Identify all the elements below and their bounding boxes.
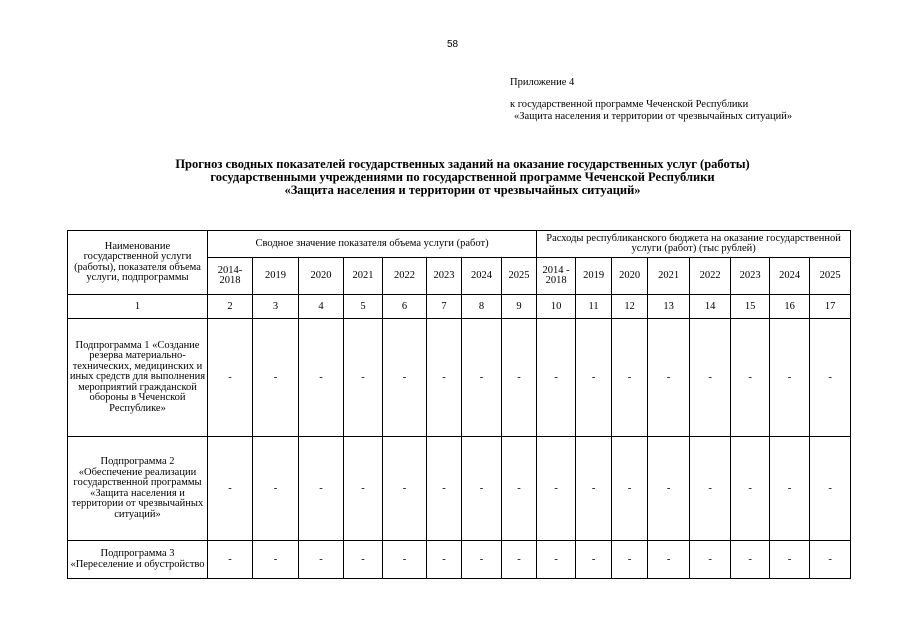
table-cell: - — [612, 437, 648, 541]
table-cell: - — [537, 319, 576, 437]
table-cell: - — [208, 541, 253, 579]
table-cell: - — [648, 437, 690, 541]
subprogram-name: Подпрограмма 3 «Переселение и обустройство — [68, 541, 208, 579]
page-number: 58 — [446, 39, 459, 50]
table-cell: - — [770, 437, 810, 541]
year-header: 2024 — [462, 258, 502, 295]
table-row — [68, 319, 851, 437]
title-line-1: Прогноз сводных показателей государственных заданий на оказание государственных услуг (работы) — [175, 157, 750, 171]
subprogram-name: Подпрограмма 2 «Обеспечение реализации государственной программы «Защита населения и территории от чрезвычайных ситуаций» — [68, 437, 208, 541]
year-header: 2025 — [810, 258, 851, 295]
table-cell: - — [576, 541, 612, 579]
col-number: 11 — [576, 295, 612, 319]
table-cell: - — [253, 319, 299, 437]
table-cell: - — [731, 319, 770, 437]
table-cell: - — [731, 541, 770, 579]
col-number: 17 — [810, 295, 851, 319]
year-header: 2020 — [612, 258, 648, 295]
table-cell: - — [383, 319, 427, 437]
table-cell: - — [576, 319, 612, 437]
year-header: 2014 - 2018 — [537, 258, 576, 295]
year-header: 2019 — [253, 258, 299, 295]
table-cell: - — [427, 319, 462, 437]
table-cell: - — [690, 437, 731, 541]
table-cell: - — [810, 437, 851, 541]
table-cell: - — [344, 319, 383, 437]
col-number: 16 — [770, 295, 810, 319]
table-cell: - — [537, 437, 576, 541]
table-cell: - — [299, 541, 344, 579]
year-header: 2024 — [770, 258, 810, 295]
table-cell: - — [299, 437, 344, 541]
table-cell: - — [253, 541, 299, 579]
header-name: Наименование государственной услуги (работы), показателя объема услуги, подпрограммы — [68, 231, 208, 295]
col-number: 2 — [208, 295, 253, 319]
table-cell: - — [344, 437, 383, 541]
table-cell: - — [253, 437, 299, 541]
year-header: 2014-2018 — [208, 258, 253, 295]
table-cell: - — [810, 541, 851, 579]
document-title — [60, 158, 865, 197]
col-number: 1 — [68, 295, 208, 319]
table-cell: - — [731, 437, 770, 541]
year-header: 2023 — [427, 258, 462, 295]
appendix-line-1: к государственной программе Чеченской Республики — [510, 99, 749, 110]
table-cell: - — [810, 319, 851, 437]
table-cell: - — [502, 541, 537, 579]
header-group-expenses: Расходы республиканского бюджета на оказание государственной услуги (работ) (тыс рублей) — [537, 231, 851, 258]
table-cell: - — [383, 541, 427, 579]
table-cell: - — [208, 319, 253, 437]
col-number: 14 — [690, 295, 731, 319]
col-number: 4 — [299, 295, 344, 319]
indicators-table — [67, 230, 851, 579]
title-line-3: «Защита населения и территории от чрезвычайных ситуаций» — [284, 183, 641, 197]
table-cell: - — [427, 541, 462, 579]
year-header: 2022 — [690, 258, 731, 295]
col-number: 13 — [648, 295, 690, 319]
year-header: 2019 — [576, 258, 612, 295]
table-cell: - — [690, 319, 731, 437]
appendix-line-2: «Защита населения и территории от чрезвычайных ситуаций» — [514, 111, 793, 122]
year-header: 2021 — [648, 258, 690, 295]
table-cell: - — [383, 437, 427, 541]
table-cell: - — [612, 541, 648, 579]
table-cell: - — [770, 541, 810, 579]
table-row — [68, 437, 851, 541]
col-number: 7 — [427, 295, 462, 319]
table-cell: - — [502, 319, 537, 437]
appendix-label: Приложение 4 — [510, 77, 575, 88]
col-number: 5 — [344, 295, 383, 319]
year-header: 2020 — [299, 258, 344, 295]
header-group-volume: Сводное значение показателя объема услуги (работ) — [208, 231, 537, 258]
year-header: 2025 — [502, 258, 537, 295]
table-cell: - — [462, 319, 502, 437]
table-cell: - — [612, 319, 648, 437]
table-cell: - — [690, 541, 731, 579]
col-number: 8 — [462, 295, 502, 319]
col-number: 9 — [502, 295, 537, 319]
table-cell: - — [462, 541, 502, 579]
col-number: 3 — [253, 295, 299, 319]
table-cell: - — [299, 319, 344, 437]
col-number: 6 — [383, 295, 427, 319]
col-number: 12 — [612, 295, 648, 319]
table-cell: - — [462, 437, 502, 541]
col-number: 15 — [731, 295, 770, 319]
table-cell: - — [502, 437, 537, 541]
table-cell: - — [208, 437, 253, 541]
table-cell: - — [648, 541, 690, 579]
title-line-2: государственными учреждениями по государственной программе Чеченской Республики — [210, 170, 715, 184]
table-cell: - — [576, 437, 612, 541]
year-header: 2023 — [731, 258, 770, 295]
table-cell: - — [344, 541, 383, 579]
subprogram-name: Подпрограмма 1 «Создание резерва материально-технических, медицинских и иных средств для выполнения мероприятий гражданской обороны в Чеченской Республике» — [68, 319, 208, 437]
year-header: 2021 — [344, 258, 383, 295]
table-cell: - — [427, 437, 462, 541]
table-row — [68, 541, 851, 579]
table-cell: - — [537, 541, 576, 579]
table-cell: - — [770, 319, 810, 437]
year-header: 2022 — [383, 258, 427, 295]
table-cell: - — [648, 319, 690, 437]
col-number: 10 — [537, 295, 576, 319]
